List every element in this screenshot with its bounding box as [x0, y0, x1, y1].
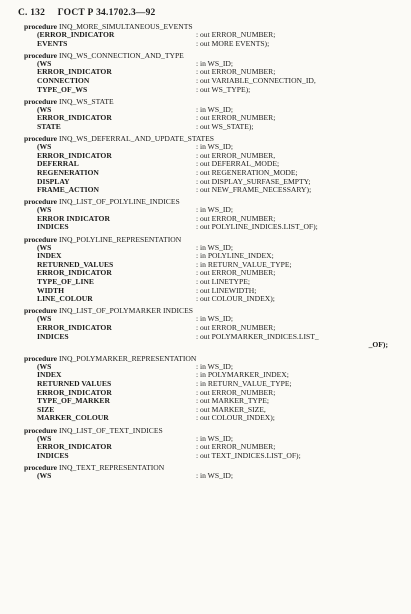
parameter-declaration: : in POLYLINE_INDEX; [196, 251, 274, 261]
parameter-name: INDICES [37, 222, 69, 232]
parameter-declaration: : out VARIABLE_CONNECTION_ID, [196, 75, 316, 85]
parameter-declaration: : out COLOUR_INDEX); [196, 294, 275, 304]
procedure-keyword: procedure [24, 234, 58, 244]
parameter-row [24, 186, 396, 195]
parameter-name: DEFERRAL [37, 159, 79, 169]
parameter-name: TYPE_OF_MARKER [37, 396, 110, 406]
parameter-name: ERROR INDICATOR [37, 213, 110, 223]
procedure-block [24, 426, 396, 463]
parameter-declaration: : out ERROR_NUMBER; [196, 67, 276, 77]
parameter-declaration: : in WS_ID; [196, 361, 233, 371]
parameter-name: INDEX [37, 370, 62, 380]
parameter-name: TYPE_OF_WS [37, 84, 88, 94]
parameter-name: (WS [37, 205, 52, 215]
parameter-name: LINE_COLOUR [37, 294, 93, 304]
parameter-row [24, 86, 396, 95]
parameter-name: STATE [37, 121, 61, 131]
procedure-block [24, 235, 396, 307]
procedure-name: INQ_MORE_SIMULTANEOUS_EVENTS [58, 22, 193, 31]
procedure-block [24, 134, 396, 197]
procedure-keyword: procedure [24, 22, 58, 31]
procedure-keyword: procedure [24, 306, 58, 316]
procedure-block [24, 22, 396, 51]
parameter-declaration: : out POLYLINE_INDICES.LIST_OF); [196, 222, 318, 232]
parameter-declaration: : out MARKER_SIZE, [196, 404, 266, 414]
parameter-declaration: : out ERROR_NUMBER; [196, 30, 276, 39]
parameter-declaration: : in WS_ID; [196, 433, 233, 443]
procedure-name: INQ_WS_DEFERRAL_AND_UPDATE_STATES [58, 134, 215, 144]
parameter-declaration: : out REGENERATION_MODE; [196, 167, 298, 177]
parameter-name: ERROR_INDICATOR [37, 67, 112, 77]
parameter-declaration: : out DEFERRAL_MODE; [196, 159, 280, 169]
procedure-name: INQ_WS_STATE [58, 96, 114, 106]
parameter-name: EVENTS [37, 38, 68, 48]
parameter-declaration: : out ERROR_NUMBER; [196, 268, 276, 278]
procedure-block [24, 51, 396, 97]
parameter-declaration: : out LINEWIDTH; [196, 285, 257, 295]
parameter-row [24, 40, 396, 49]
parameter-name: DISPLAY [37, 176, 70, 186]
parameter-name: (WS [37, 58, 52, 68]
parameter-name: RETURNED VALUES [37, 378, 112, 388]
parameter-name: (WS [37, 104, 52, 114]
parameter-declaration: : out WS_TYPE); [196, 84, 251, 94]
page-number: С. 132 [18, 8, 46, 18]
parameter-row [24, 414, 396, 423]
procedure-keyword: procedure [24, 96, 58, 106]
parameter-name: (ERROR_INDICATOR [37, 30, 115, 39]
parameter-declaration: : in WS_ID; [196, 142, 233, 152]
parameter-name: ERROR_INDICATOR [37, 387, 112, 397]
parameter-name: ERROR_INDICATOR [37, 268, 112, 278]
parameter-declaration: : in POLYMARKER_INDEX; [196, 370, 289, 380]
parameter-name: (WS [37, 314, 52, 324]
parameter-declaration: : out COLOUR_INDEX); [196, 413, 275, 423]
parameter-declaration: : in WS_ID; [196, 58, 233, 68]
parameter-declaration: : in WS_ID; [196, 104, 233, 114]
parameter-name: RETURNED_VALUES [37, 259, 114, 269]
parameter-row [24, 333, 396, 342]
procedure-listing [24, 22, 396, 483]
standard-title: ГОСТ Р 34.1702.3—92 [57, 8, 156, 18]
parameter-declaration: : in WS_ID; [196, 470, 233, 480]
parameter-name: ERROR_INDICATOR [37, 442, 112, 452]
parameter-declaration: : out TEXT_INDICES.LIST_OF); [196, 450, 301, 460]
procedure-name: INQ_LIST_OF_TEXT_INDICES [58, 425, 163, 435]
parameter-name: ERROR_INDICATOR [37, 113, 112, 123]
parameter-name: CONNECTION [37, 75, 90, 85]
parameter-row [24, 472, 396, 481]
parameter-name: INDICES [37, 450, 69, 460]
parameter-declaration: : out ERROR_NUMBER; [196, 387, 276, 397]
procedure-name: INQ_LIST_OF_POLYMARKER INDICES [58, 306, 193, 316]
parameter-declaration: : out ERROR_NUMBER; [196, 213, 276, 223]
procedure-name: INQ_POLYLINE_REPRESENTATION [58, 234, 182, 244]
parameter-name: INDEX [37, 251, 62, 261]
parameter-declaration: : out MORE EVENTS); [196, 38, 270, 48]
procedure-name: INQ_WS_CONNECTION_AND_TYPE [58, 50, 184, 60]
parameter-declaration: : out LINETYPE; [196, 277, 250, 287]
parameter-name: FRAME_ACTION [37, 185, 100, 195]
parameter-declaration: : in RETURN_VALUE_TYPE; [196, 259, 292, 269]
parameter-name: (WS [37, 142, 52, 152]
procedure-keyword: procedure [24, 353, 58, 363]
parameter-name: ERROR_INDICATOR [37, 323, 112, 332]
parameter-name: TYPE_OF_LINE [37, 277, 94, 287]
parameter-declaration: : out MARKER_TYPE; [196, 396, 269, 406]
parameter-name: MARKER_COLOUR [37, 413, 109, 423]
parameter-row [24, 223, 396, 232]
procedure-block [24, 97, 396, 134]
procedure-keyword: procedure [24, 462, 58, 472]
parameter-name: (WS [37, 433, 52, 443]
parameter-declaration: : out WS_STATE); [196, 121, 254, 131]
parameter-declaration: : out ERROR_NUMBER; [196, 323, 276, 332]
continuation-row [24, 341, 396, 351]
parameter-declaration: : in WS_ID; [196, 205, 233, 215]
parameter-name: SIZE [37, 404, 55, 414]
parameter-declaration: : out ERROR_NUMBER; [196, 113, 276, 123]
parameter-declaration: : out ERROR_NUMBER; [196, 442, 276, 452]
procedure-block [24, 463, 396, 483]
procedure-block [24, 197, 396, 234]
parameter-name: ERROR_INDICATOR [37, 150, 112, 160]
parameter-row [24, 452, 396, 461]
parameter-declaration: : in RETURN_VALUE_TYPE; [196, 378, 292, 388]
block-spacer [24, 481, 396, 484]
procedure-name: INQ_POLYMARKER_REPRESENTATION [58, 353, 197, 363]
parameter-name: REGENERATION [37, 167, 99, 177]
procedure-keyword: procedure [24, 197, 58, 207]
procedure-name: INQ_TEXT_REPRESENTATION [58, 462, 165, 472]
procedure-keyword: procedure [24, 50, 58, 60]
procedure-block [24, 306, 396, 353]
procedure-block [24, 354, 396, 426]
parameter-name: (WS [37, 361, 52, 371]
page-header [18, 8, 156, 18]
procedure-name: INQ_LIST_OF_POLYLINE_INDICES [58, 197, 180, 207]
parameter-declaration: : out NEW_FRAME_NECESSARY); [196, 185, 312, 195]
parameter-name: (WS [37, 470, 52, 480]
procedure-keyword: procedure [24, 134, 58, 144]
parameter-declaration: : in WS_ID; [196, 242, 233, 252]
parameter-declaration: : out POLYMARKER_INDICES.LIST_ [196, 331, 319, 341]
parameter-declaration: : out DISPLAY_SURFASE_EMPTY; [196, 176, 311, 186]
parameter-name: (WS [37, 242, 52, 252]
procedure-keyword: procedure [24, 425, 58, 435]
parameter-declaration: : out ERROR_NUMBER, [196, 150, 276, 160]
parameter-name: INDICES [37, 331, 69, 341]
parameter-row [24, 123, 396, 132]
continuation-text: _OF); [368, 340, 388, 350]
parameter-name: WIDTH [37, 285, 65, 295]
parameter-declaration: : in WS_ID; [196, 314, 233, 324]
parameter-row [24, 295, 396, 304]
